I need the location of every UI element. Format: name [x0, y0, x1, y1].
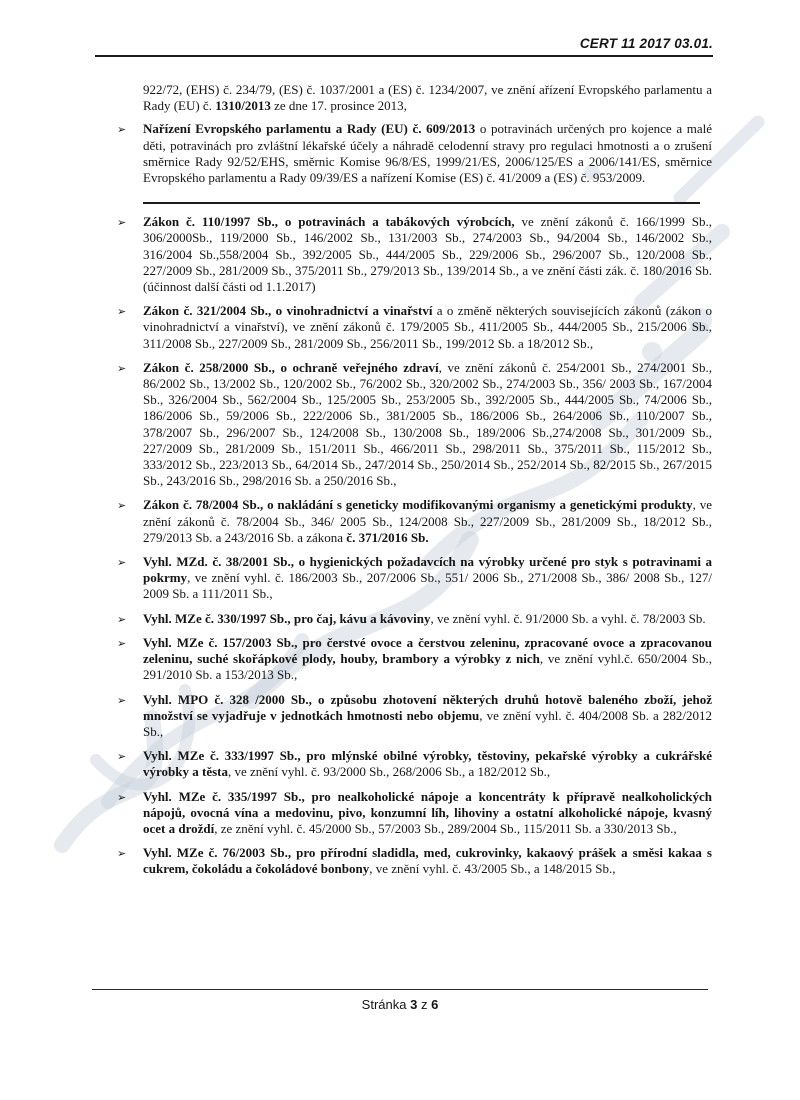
page-footer-label: Stránka — [361, 997, 407, 1012]
page-number: 3 — [410, 997, 418, 1012]
bullet-arrow-icon: ➢ — [117, 612, 127, 626]
page-footer — [0, 997, 800, 1012]
regulation-amendments: , ve znění vyhl. č. 186/2003 Sb., 207/2006 Sb., 551/ 2006 Sb., 271/2008 Sb., 386/ 2008 Sb., 127/ 2009 Sb. a 111/2011 Sb., — [143, 570, 712, 602]
bullet-arrow-icon: ➢ — [117, 123, 127, 137]
regulation-amendments: o potravinách určených pro kojence a malé děti, potravinách pro zvláštní lékařské účely a náhradě celodenní stravy pro regulaci hmotnosti a o zrušení směrnice Rady 92/52/EHS, směrnic Komise 96/8/ES, 1999/21/ES, 2006/125/ES a 2006/141/ES, směrnice Evropského parlamentu a Rady 09/39/ES a nařízení Komise (ES) č. 41/2009 a (ES) č. 953/2009. — [143, 121, 712, 186]
regulation-title: Vyhl. MZe č. 76/2003 Sb., pro přírodní sladidla, med, cukrovinky, kakaový prášek a směsi kakaa s cukrem, čokoládu a čokoládové bonbony — [143, 845, 712, 877]
regulation-item — [117, 554, 712, 603]
bullet-arrow-icon: ➢ — [117, 750, 127, 764]
regulation-title: Vyhl. MZe č. 335/1997 Sb., pro nealkoholické nápoje a koncentráty k přípravě nealkoholických nápojů, ovocná vína a medovinu, pivo, konzumní líh, lihoviny a ostatní alkoholické nápoje, kvasný ocet a droždí — [143, 788, 712, 836]
regulation-item — [117, 121, 712, 186]
bullet-arrow-icon: ➢ — [117, 305, 127, 319]
regulation-amendments: , ve znění vyhl. č. 43/2005 Sb., a 148/2015 Sb., — [369, 861, 616, 877]
footer-rule — [92, 989, 708, 990]
regulation-item — [117, 845, 712, 877]
bullet-arrow-icon: ➢ — [117, 790, 127, 804]
intro-text-post: ze dne 17. prosince 2013, — [270, 98, 407, 114]
regulation-item — [117, 303, 712, 352]
regulation-amendments: , ve znění vyhl.č. 650/2004 Sb., 291/2010 Sb. a 153/2013 Sb., — [143, 651, 712, 683]
regulation-amendments: , ze znění vyhl. č. 45/2000 Sb., 57/2003 Sb., 289/2004 Sb., 115/2011 Sb. a 330/2013 Sb., — [214, 820, 677, 836]
bullet-arrow-icon: ➢ — [117, 216, 127, 230]
bullet-arrow-icon: ➢ — [117, 693, 127, 707]
regulation-item — [117, 788, 712, 838]
regulation-amendments: , ve znění zákonů č. 78/2004 Sb., 346/ 2005 Sb., 124/2008 Sb., 227/2009 Sb., 281/2009 Sb., 18/2012 Sb., 279/2013 Sb. a 243/2016 Sb. a zákona — [143, 497, 712, 545]
regulation-amendments: , ve znění vyhl. č. 91/2000 Sb. a vyhl. č. 78/2003 Sb. — [430, 610, 706, 626]
regulation-title: Vyhl. MZd. č. 38/2001 Sb., o hygienických požadavcích na výrobky určené pro styk s potravinami a pokrmy — [143, 554, 712, 586]
page-total: 6 — [431, 997, 439, 1012]
regulation-amendment-bold: č. 371/2016 Sb. — [346, 529, 429, 545]
regulation-title: Vyhl. MZe č. 333/1997 Sb., pro mlýnské obilné výrobky, těstoviny, pekařské výrobky a cukrářské výrobky a těsta — [143, 748, 712, 780]
regulation-amendments: a o změně některých souvisejících zákonů (zákon o vinohradnictví a vinařství), ve znění zákonů č. 179/2005 Sb., 411/2005 Sb., 444/2005 Sb., 215/2006 Sb., 311/2008 Sb., 227/2009 Sb., 281/2009 Sb., 256/2011 Sb., 199/2012 Sb. a 18/2012 Sb., — [143, 303, 712, 351]
bullet-arrow-icon: ➢ — [117, 556, 127, 570]
regulation-amendments: , ve znění vyhl. č. 93/2000 Sb., 268/2006 Sb., a 182/2012 Sb., — [227, 764, 551, 780]
regulation-item — [117, 359, 712, 490]
header-rule — [95, 55, 713, 57]
regulation-title: Zákon č. 110/1997 Sb., o potravinách a tabákových výrobcích, — [143, 214, 515, 230]
bullet-arrow-icon: ➢ — [117, 847, 127, 861]
regulation-item — [117, 691, 713, 741]
intro-text-bold: 1310/2013 — [215, 98, 271, 114]
regulation-title: Vyhl. MZe č. 157/2003 Sb., pro čerstvé ovoce a čerstvou zeleninu, zpracované ovoce a zpracovanou zeleninu, suché skořápkové plody, houby, brambory a výrobky z nich — [143, 634, 712, 667]
regulation-amendments: ve znění zákonů č. 166/1999 Sb., 306/2000Sb., 119/2000 Sb., 146/2002 Sb., 131/2003 Sb., 274/2003 Sb., 94/2004 Sb., 146/2002 Sb., 316/2004 Sb.,558/2004 Sb., 392/2005 Sb., 444/2005 Sb., 229/2006 Sb., 296/2007 Sb., 120/2008 Sb., 227/2009 Sb., 281/2009 Sb., 375/2011 Sb., 279/2013 Sb., 139/2014 Sb., a ve znění části zák. č. 180/2016 Sb. (účinnost další části od 1.1.2017) — [143, 214, 712, 295]
regulation-title: Zákon č. 321/2004 Sb., o vinohradnictví a vinařství — [143, 303, 433, 319]
regulation-item — [117, 610, 712, 627]
regulation-item — [117, 634, 712, 684]
regulation-item — [117, 497, 712, 546]
document-body — [117, 82, 713, 886]
page-footer-separator: z — [420, 997, 428, 1012]
regulation-title: Nařízení Evropského parlamentu a Rady (EU) č. 609/2013 — [143, 121, 476, 137]
intro-text-pre: 922/72, (EHS) č. 234/79, (ES) č. 1037/2001 a (ES) č. 1234/2007, ve znění ařízení Evropského parlamentu a Rady (EU) č. — [143, 82, 712, 114]
regulation-title: Vyhl. MPO č. 328 /2000 Sb., o způsobu zhotovení některých druhů hotově baleného zboží, jehož množství se vyjadřuje v jednotkách hmotnosti nebo objemu — [143, 691, 712, 723]
document-code: CERT 11 2017 03.01. — [579, 36, 713, 51]
regulation-amendments: , ve znění zákonů č. 254/2001 Sb., 274/2001 Sb., 86/2002 Sb., 13/2002 Sb., 120/2002 Sb., 76/2002 Sb., 320/2002 Sb., 274/2003 Sb., 356/ 2003 Sb., 167/2004 Sb., 326/2004 Sb., 562/2004 Sb., 125/2005 Sb., 253/2005 Sb., 392/2005 Sb., 444/2005 Sb., 74/2006 Sb., 186/2006 Sb., 59/2006 Sb., 222/2006 Sb., 381/2005 Sb., 186/2006 Sb., 264/2006 Sb., 110/2007 Sb., 378/2007 Sb., 296/2007 Sb., 124/2008 Sb., 130/2008 Sb., 189/2006 Sb.,274/2008 Sb., 301/2009 Sb., 227/2009 Sb., 281/2009 Sb., 151/2011 Sb., 466/2011 Sb., 298/2011 Sb., 375/2011 Sb., 115/2012 Sb., 333/2012 Sb., 223/2013 Sb., 64/2014 Sb., 247/2014 Sb., 250/2014 Sb., 252/2014 Sb., 82/2015 Sb., 267/2015 Sb., 243/2016 Sb., 298/2016 Sb. a 250/2016 Sb., — [143, 359, 712, 489]
section-divider — [143, 202, 700, 204]
bullet-arrow-icon: ➢ — [117, 499, 127, 513]
intro-paragraph — [143, 82, 712, 114]
regulation-amendments: , ve znění vyhl. č. 404/2008 Sb. a 282/2012 Sb., — [143, 707, 713, 739]
regulation-item — [117, 214, 712, 295]
regulation-title: Zákon č. 78/2004 Sb., o nakládání s geneticky modifikovanými organismy a genetickými produkty — [143, 497, 693, 513]
bullet-arrow-icon: ➢ — [117, 636, 127, 650]
regulation-item — [117, 748, 712, 780]
regulation-title: Zákon č. 258/2000 Sb., o ochraně veřejného zdraví — [143, 359, 439, 375]
bullet-arrow-icon: ➢ — [117, 361, 127, 375]
regulation-title: Vyhl. MZe č. 330/1997 Sb., pro čaj, kávu a kávoviny — [143, 610, 431, 626]
